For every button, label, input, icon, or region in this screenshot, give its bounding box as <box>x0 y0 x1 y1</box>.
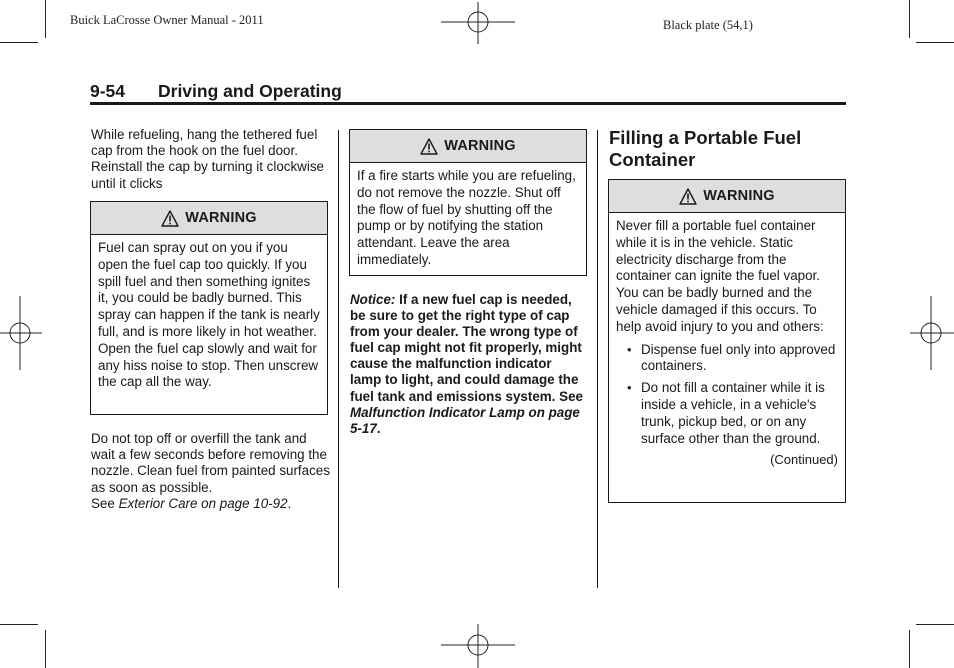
see-prefix: See <box>559 388 583 404</box>
warning-box-fuel-spray <box>90 201 328 415</box>
warning-header <box>91 202 327 235</box>
warning-text: Never fill a portable fuel container while it is in the vehicle. Static electricity discharge from the container can ignite the fuel vapor. You can be badly burned and the vehicle damaged if this occurs. To help avoid injury to you and others: <box>616 218 824 334</box>
warning-body: Fuel can spray out on you if you open the fuel cap too quickly. If you spill fuel and then something ignites it, you could be badly burned. This spray can happen if the tank is nearly full, and is more likely in hot weather. Open the fuel cap slowly and wait for any hiss noise to stop. Then unscrew the cap all the way. <box>98 240 320 390</box>
warning-body <box>609 213 845 475</box>
cross-reference-malfunction-lamp[interactable]: Malfunction Indicator Lamp on page 5-17 <box>350 404 580 436</box>
crop-mark <box>0 42 38 43</box>
warning-header <box>350 130 586 163</box>
column-divider <box>597 130 598 588</box>
running-header-left: Buick LaCrosse Owner Manual - 2011 <box>70 13 264 27</box>
notice-text: If a new fuel cap is needed, be sure to get the right type of cap from your dealer. The wrong type of fuel cap might not fit properly, might cause the malfunction indicator lamp to light, and could damage the fuel tank and emissions system. <box>350 292 582 404</box>
warning-bullet-list <box>616 342 838 448</box>
crop-mark <box>909 0 910 38</box>
notice-label: Notice: <box>350 292 396 307</box>
warning-box-fire <box>349 129 587 276</box>
registration-mark-right <box>910 296 954 370</box>
registration-mark-bottom <box>441 624 515 668</box>
crop-mark <box>909 630 910 668</box>
crop-mark <box>45 630 46 668</box>
registration-mark-left <box>0 296 42 370</box>
section-number: 9-54 <box>90 81 126 101</box>
list-item: • Dispense fuel only into approved containers. <box>616 342 838 376</box>
registration-mark-top <box>441 2 515 44</box>
crop-mark <box>0 624 38 625</box>
warning-body: If a fire starts while you are refueling, do not remove the nozzle. Shut off the flow of fuel by shutting off the pump or by notifying the station attendant. Leave the area immediately. <box>357 168 576 267</box>
warning-triangle-icon <box>420 138 438 155</box>
column-divider <box>338 130 339 588</box>
overfill-paragraph: Do not top off or overfill the tank and wait a few seconds before removing the nozzle. Clean fuel from painted surfaces as soon as possible. See Exterior Care on page 10-92. <box>91 431 330 511</box>
warning-label: WARNING <box>444 138 516 154</box>
warning-triangle-icon <box>161 210 179 227</box>
continued-label: (Continued) <box>770 452 838 468</box>
notice-paragraph: Notice: If a new fuel cap is needed, be sure to get the right type of cap from your dealer. The wrong type of fuel cap might not fit properly, might cause the malfunction indicator lamp to light, and could damage the fuel tank and emissions system. See Malfunction Indicator Lamp on page 5-17. <box>350 292 583 436</box>
see-prefix: See <box>91 495 115 511</box>
list-item: • Do not fill a container while it is inside a vehicle, in a vehicle's trunk, pickup bed, or on any surface other than the ground. <box>616 380 838 447</box>
subsection-title: Filling a Portable Fuel Container <box>609 127 802 170</box>
crop-mark <box>916 624 954 625</box>
refuel-paragraph: While refueling, hang the tethered fuel cap from the hook on the fuel door. Reinstall the cap by turning it clockwise until it clicks <box>91 127 324 191</box>
crop-mark <box>916 42 954 43</box>
section-title: Driving and Operating <box>158 81 342 101</box>
warning-label: WARNING <box>185 210 257 226</box>
running-header-right: Black plate (54,1) <box>663 18 753 32</box>
warning-label: WARNING <box>703 188 775 204</box>
cross-reference-exterior-care[interactable]: Exterior Care on page 10-92 <box>118 495 288 511</box>
section-rule <box>90 102 846 105</box>
warning-triangle-icon <box>679 188 697 205</box>
crop-mark <box>45 0 46 38</box>
section-heading <box>90 81 846 102</box>
warning-box-portable-container <box>608 179 846 503</box>
warning-header <box>609 180 845 213</box>
